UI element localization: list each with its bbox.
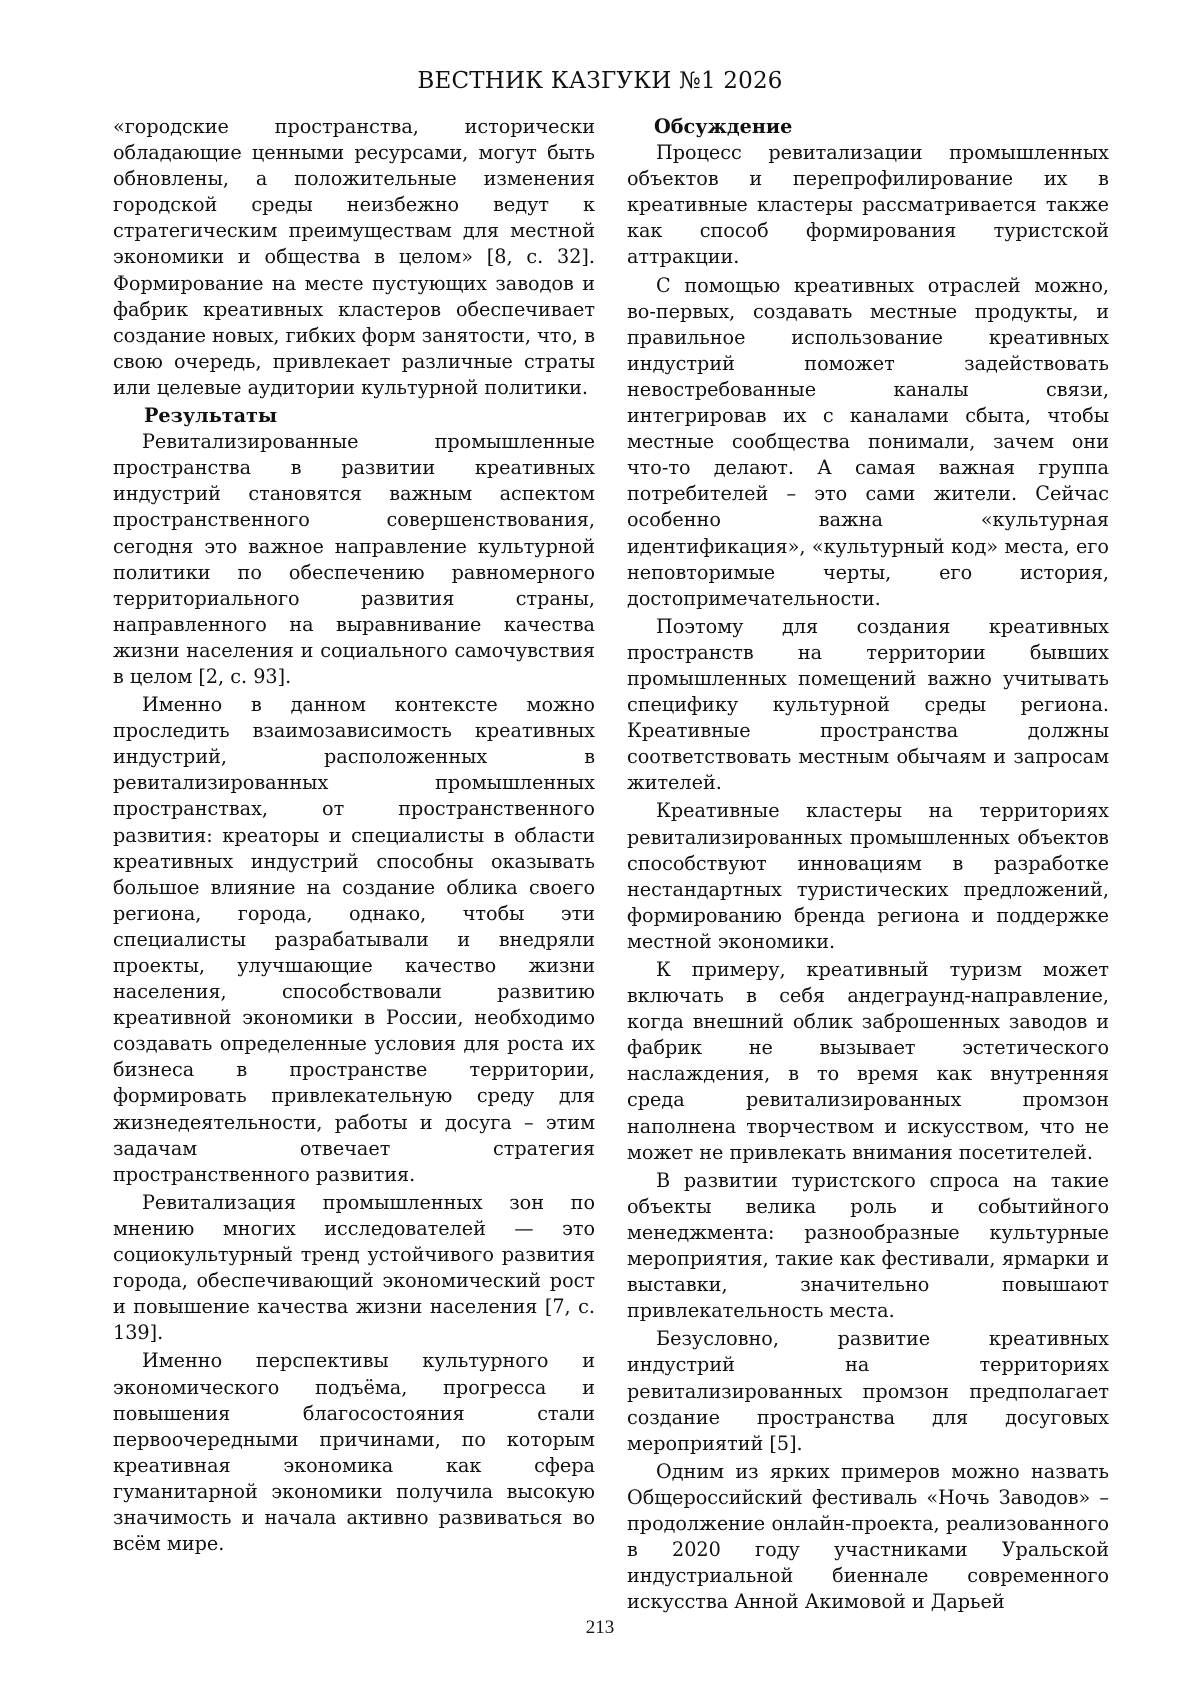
paragraph: «городские пространства, исторически обладающие ценными ресурсами, могут быть обновлены, а положительные изменения городской среды неизбежно ведут к стратегическим преимуществам для местной экономики и общества в целом» [8, с. 32]. Формирование на месте пустующих заводов и фабрик креативных кластеров обеспечивает создание новых, гибких форм занятости, что, в свою очередь, привлекает различные страты или целевые аудитории культурной политики. (113, 115, 595, 399)
right-column (627, 114, 1109, 1617)
journal-header: ВЕСТНИК КАЗГУКИ №1 2026 (417, 68, 783, 94)
paragraph: Одним из ярких примеров можно назвать Общероссийский фестиваль «Ночь Заводов» – продолжение онлайн-проекта, реализованного в 2020 году участниками Уральской индустриальной биеннале современного искусства Анной Акимовой и Дарьей (627, 1459, 1109, 1614)
paragraph: Креативные кластеры на территориях ревитализированных промышленных объектов способствуют инновациям в разработке нестандартных туристических предложений, формированию бренда региона и поддержке местной экономики. (627, 799, 1109, 953)
paragraph: В развитии туристского спроса на такие объекты велика роль и событийного менеджмента: разнообразные культурные мероприятия, такие как фестивали, ярмарки и выставки, значительно повышают привлекательность места. (627, 1168, 1109, 1323)
paragraph: Поэтому для создания креативных пространств на территории бывших промышленных помещений важно учитывать специфику культурной среды региона. Креативные пространства должны соответствовать местным обычаям и запросам жителей. (627, 614, 1109, 795)
left-column (113, 114, 595, 1559)
paragraph: Именно в данном контексте можно проследить взаимозависимость креативных индустрий, расположенных в ревитализированных промышленных пространствах, от пространственного развития: креаторы и специалисты в области креативных индустрий способны оказывать большое влияние на создание облика своего региона, города, однако, чтобы эти специалисты разрабатывали и внедряли проекты, улучшающие качество жизни населения, способствовали развитию креативной экономики в России, необходимо создавать определенные условия для роста их бизнеса в пространстве территории, формировать привлекательную среду для жизнедеятельности, работы и досуга – этим задачам отвечает стратегия пространственного развития. (113, 693, 595, 1186)
paragraph: Именно перспективы культурного и экономического подъёма, прогресса и повышения благосостояния стали первоочередными причинами, по которым креативная экономика как сфера гуманитарной экономики получила высокую значимость и начала активно развиваться во всём мире. (113, 1349, 595, 1556)
section-heading-results: Результаты (144, 404, 278, 428)
paragraph: Ревитализация промышленных зон по мнению многих исследователей — это социокультурный тренд устойчивого развития города, обеспечивающий экономический рост и повышение качества жизни населения [7, с. 139]. (113, 1190, 595, 1345)
paragraph: Безусловно, развитие креативных индустрий на территориях ревитализированных промзон предполагает создание пространства для досуговых мероприятий [5]. (627, 1327, 1109, 1455)
section-heading-discussion: Обсуждение (654, 115, 793, 138)
paragraph: Процесс ревитализации промышленных объектов и перепрофилирование их в креативные кластеры рассматривается также как способ формирования туристской аттракции. (627, 141, 1109, 269)
page-number: 213 (585, 1617, 615, 1638)
paragraph: Ревитализированные промышленные пространства в развитии креативных индустрий становятся важным аспектом пространственного совершенствования, сегодня это важное направление культурной политики по обеспечению равномерного территориального развития страны, направленного на выравнивание качества жизни населения и социального самочувствия в целом [2, с. 93]. (113, 430, 595, 688)
paragraph: С помощью креативных отраслей можно, во-первых, создавать местные продукты, и правильное использование креативных индустрий поможет задействовать невостребованные каналы связи, интегрировав их с каналами сбыта, чтобы местные сообщества понимали, зачем они что-то делают. А самая важная группа потребителей – это сами жители. Сейчас особенно важна «культурная идентификация», «культурный код» места, его неповторимые черты, его история, достопримечательности. (627, 273, 1109, 610)
paragraph: К примеру, креативный туризм может включать в себя андеграунд-направление, когда внешний облик заброшенных заводов и фабрик не вызывает эстетического наслаждения, в то время как внутренняя среда ревитализированных промзон наполнена творчеством и искусством, что не может не привлекать внимания посетителей. (627, 958, 1109, 1164)
